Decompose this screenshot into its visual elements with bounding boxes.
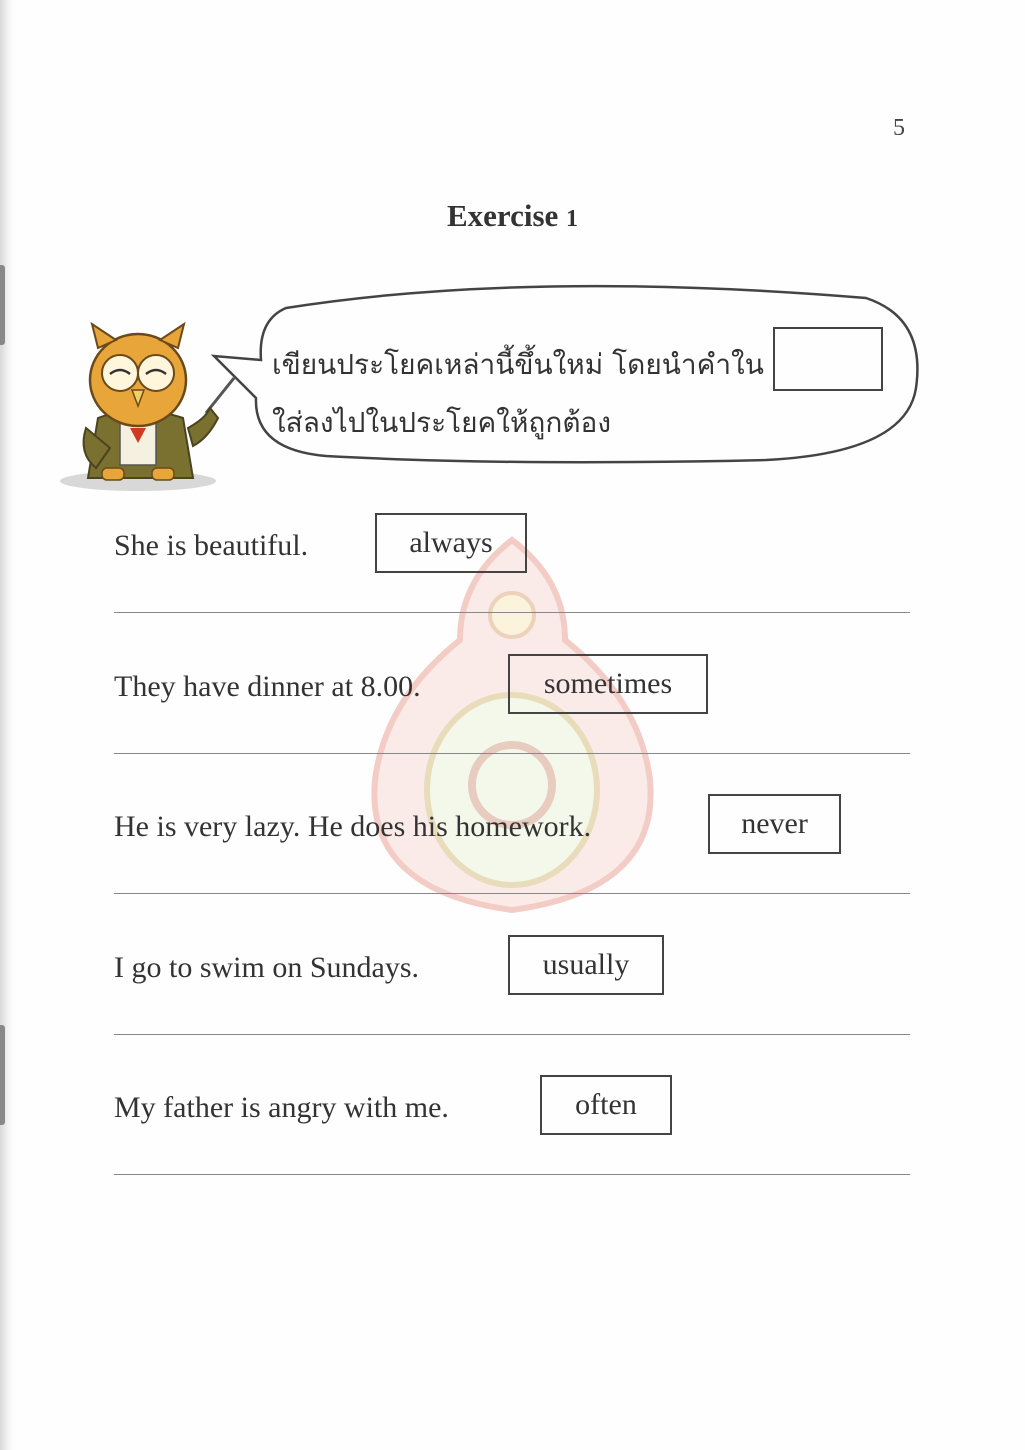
empty-word-box-icon — [773, 327, 883, 391]
answer-line[interactable] — [114, 1034, 910, 1035]
exercise-title — [0, 198, 1025, 234]
adverb-word-box: never — [708, 794, 841, 854]
adverb-word-box: sometimes — [508, 654, 708, 714]
exercise-sentence: He is very lazy. He does his homework. — [114, 810, 592, 843]
exercise-title-word: Exercise — [446, 198, 559, 233]
instruction-line-2: ใส่ลงไปในประโยคให้ถูกต้อง — [272, 406, 611, 439]
page-number: 5 — [893, 115, 905, 141]
exercise-sentence: They have dinner at 8.00. — [114, 670, 421, 703]
adverb-word-box: always — [375, 513, 527, 573]
exercise-item — [114, 513, 914, 653]
exercise-item — [114, 654, 914, 794]
instruction-line-1: เขียนประโยคเหล่านี้ขึ้นใหม่ โดยนำคำใน — [272, 348, 764, 381]
exercise-item — [114, 935, 914, 1075]
exercise-item — [114, 1075, 914, 1215]
answer-line[interactable] — [114, 612, 910, 613]
exercise-title-number: 1 — [566, 206, 579, 232]
adverb-word-box: often — [540, 1075, 672, 1135]
exercise-sentence: My father is angry with me. — [114, 1091, 449, 1124]
binding-mark — [0, 265, 5, 345]
instruction-text — [272, 336, 767, 452]
exercise-sentence: She is beautiful. — [114, 529, 309, 562]
exercise-item — [114, 794, 914, 934]
binding-mark — [0, 1025, 5, 1125]
adverb-word-box: usually — [508, 935, 664, 995]
answer-line[interactable] — [114, 753, 910, 754]
exercise-sentence: I go to swim on Sundays. — [114, 951, 420, 984]
answer-line[interactable] — [114, 893, 910, 894]
answer-line[interactable] — [114, 1174, 910, 1175]
